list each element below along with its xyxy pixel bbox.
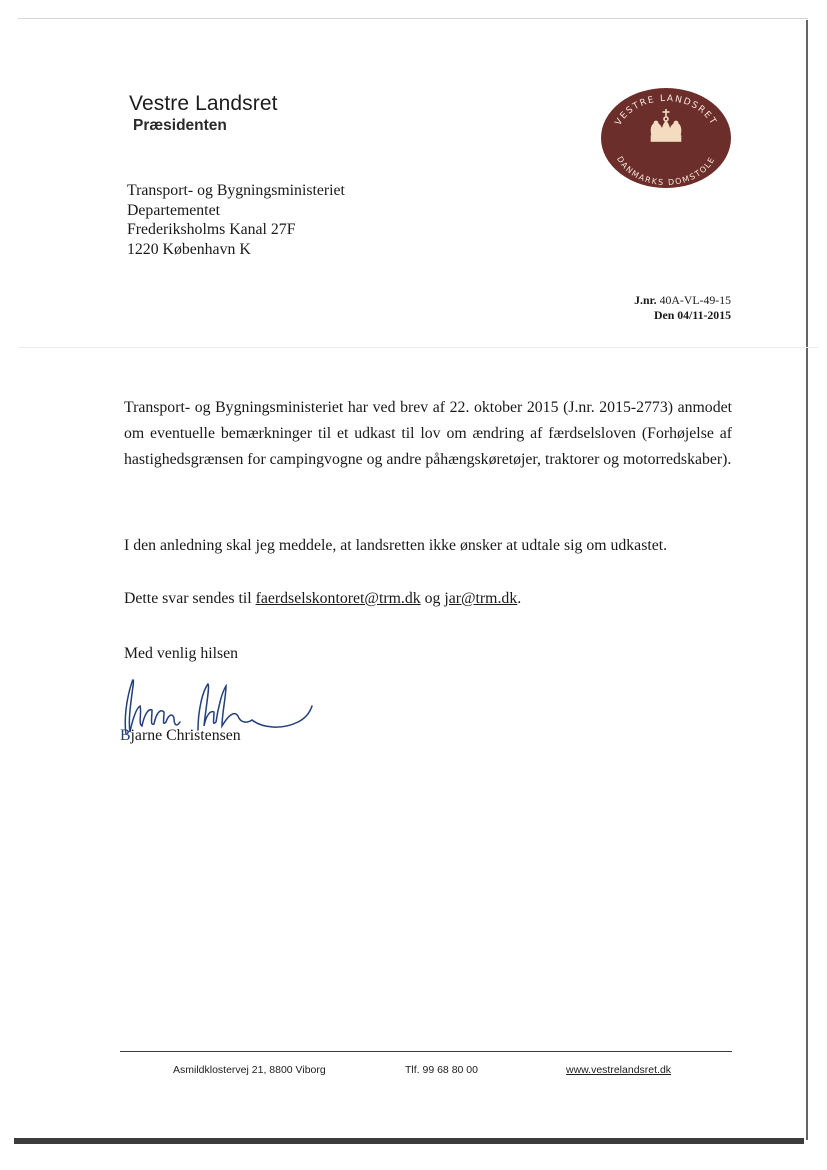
- jnr-value: 40A-VL-49-15: [659, 293, 731, 307]
- court-seal: [600, 87, 732, 189]
- email-link-faerdselskontoret[interactable]: faerdselskontoret@trm.dk: [255, 590, 421, 607]
- recipient-line: Frederiksholms Kanal 27F: [127, 221, 296, 238]
- recipient-line: Transport- og Bygningsministeriet: [127, 182, 345, 199]
- reference-block: [634, 293, 731, 323]
- letter-body: [124, 395, 732, 662]
- scan-edge-right: [806, 20, 808, 1140]
- paragraph-3-mid: og: [420, 590, 445, 607]
- recipient-address: [127, 181, 345, 259]
- seal-bottom-text: DANMARKS DOMSTOLE: [615, 154, 717, 188]
- recipient-line: 1220 København K: [127, 240, 251, 258]
- date-value: 04/11-2015: [677, 308, 731, 322]
- paragraph-3-prefix: Dette svar sendes til: [124, 590, 256, 607]
- scan-edge-top: [18, 18, 808, 19]
- body-paragraph-2: I den anledning skal jeg meddele, at landsretten ikke ønsker at udtale sig om udkastet.: [124, 537, 668, 554]
- signer-name: [120, 727, 241, 745]
- signer-initial: B: [120, 727, 131, 744]
- closing: Med venlig hilsen: [124, 645, 239, 662]
- seal-top-text: VESTRE LANDSRET: [613, 93, 719, 128]
- footer-phone: Tlf. 99 68 80 00: [405, 1064, 478, 1076]
- letterhead: [129, 92, 278, 135]
- fold-line: [18, 347, 818, 348]
- footer-address: Asmildklostervej 21, 8800 Viborg: [173, 1064, 326, 1076]
- recipient-line: Departementet: [127, 201, 220, 219]
- signer-rest: jarne Christensen: [130, 727, 241, 744]
- jnr-label: J.nr.: [634, 293, 657, 307]
- footer-divider: [120, 1051, 732, 1052]
- org-name: Vestre Landsret: [129, 92, 278, 115]
- body-paragraph-3: [124, 586, 521, 612]
- scan-edge-bottom: [14, 1138, 804, 1144]
- email-link-jar[interactable]: jar@trm.dk: [444, 590, 518, 607]
- org-subtitle: Præsidenten: [133, 117, 227, 134]
- date-label: Den: [653, 308, 675, 322]
- body-paragraph-1: Transport- og Bygningsministeriet har ved brev af 22. oktober 2015 (J.nr. 2015-2773) anmodet om eventuelle bemærkninger til et udkast til lov om ændring af færdselsloven (Forhøjelse af hastighedsgrænsen for campingvogne og andre påhængskøretøjer, traktorer og motorredskaber).: [124, 399, 732, 468]
- footer-website-link[interactable]: www.vestrelandsret.dk: [566, 1064, 672, 1076]
- paragraph-3-suffix: .: [517, 590, 522, 607]
